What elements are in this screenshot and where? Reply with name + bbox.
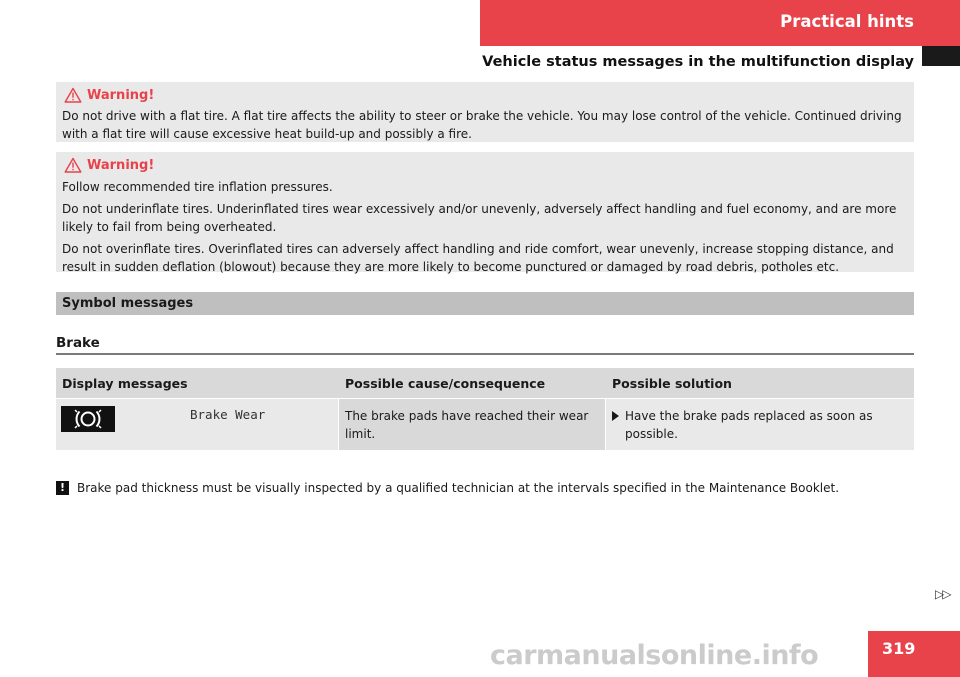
- chapter-title: Practical hints: [780, 12, 914, 31]
- header-marker: [922, 46, 960, 66]
- warning-title: Warning!: [87, 87, 155, 103]
- warning-box-flat-tire: [56, 82, 914, 142]
- continue-arrows-icon: ▷▷: [935, 587, 950, 601]
- warning-paragraph: Do not overinflate tires. Overinflated tires can adversely affect handling and ride comfort, wear unevenly, increase stopping distance, and result in sudden deflation (blowout) because they are more likely to become punctured or damaged by road debris, potholes etc.: [62, 242, 894, 274]
- cell-solution: [606, 399, 914, 450]
- page-number-tab: [868, 631, 960, 677]
- bullet-arrow-icon: [612, 411, 619, 421]
- warning-paragraph: Do not drive with a flat tire. A flat tire affects the ability to steer or brake the vehicle. You may lose control of the vehicle. Continued driving with a flat tire will cause excessive heat build-up and possibly a fire.: [62, 109, 902, 141]
- cell-display-message: [56, 399, 338, 450]
- cell-cause: [339, 399, 605, 450]
- table-header: [56, 368, 914, 398]
- warning-header: [64, 86, 908, 104]
- warning-box-inflation: [56, 152, 914, 272]
- warning-triangle-icon: [64, 157, 82, 173]
- warning-triangle-icon: [64, 87, 82, 103]
- section-heading-bar: [56, 292, 914, 315]
- note: [56, 480, 914, 496]
- column-header-solution: Possible solution: [612, 376, 732, 391]
- table-row: [56, 399, 914, 450]
- section-title: Symbol messages: [62, 296, 194, 311]
- subsection-title: Brake: [56, 335, 100, 351]
- exclamation-icon: !: [56, 481, 69, 495]
- cause-text: The brake pads have reached their wear limit.: [345, 409, 589, 441]
- chapter-tab: [480, 0, 960, 46]
- note-text: Brake pad thickness must be visually inspected by a qualified technician at the intervals specified in the Maintenance Booklet.: [77, 481, 840, 495]
- warning-title: Warning!: [87, 157, 155, 173]
- solution-text: Have the brake pads replaced as soon as possible.: [625, 409, 873, 441]
- brake-wear-icon: [61, 406, 115, 432]
- warning-header: [64, 156, 908, 174]
- page-subtitle: Vehicle status messages in the multifunction display: [482, 54, 914, 70]
- watermark: carmanualsonline.info: [490, 640, 819, 671]
- column-header-display-messages: Display messages: [62, 376, 188, 391]
- warning-paragraph: Do not underinflate tires. Underinflated tires wear excessively and/or unevenly, adversely affect handling and fuel economy, and are more likely to fail from being overheated.: [62, 202, 897, 234]
- subsection-divider: [56, 353, 914, 355]
- warning-paragraph: Follow recommended tire inflation pressures.: [62, 180, 333, 194]
- display-message-text: Brake Wear: [190, 407, 266, 422]
- column-header-cause: Possible cause/consequence: [345, 376, 546, 391]
- page-number: 319: [882, 639, 916, 658]
